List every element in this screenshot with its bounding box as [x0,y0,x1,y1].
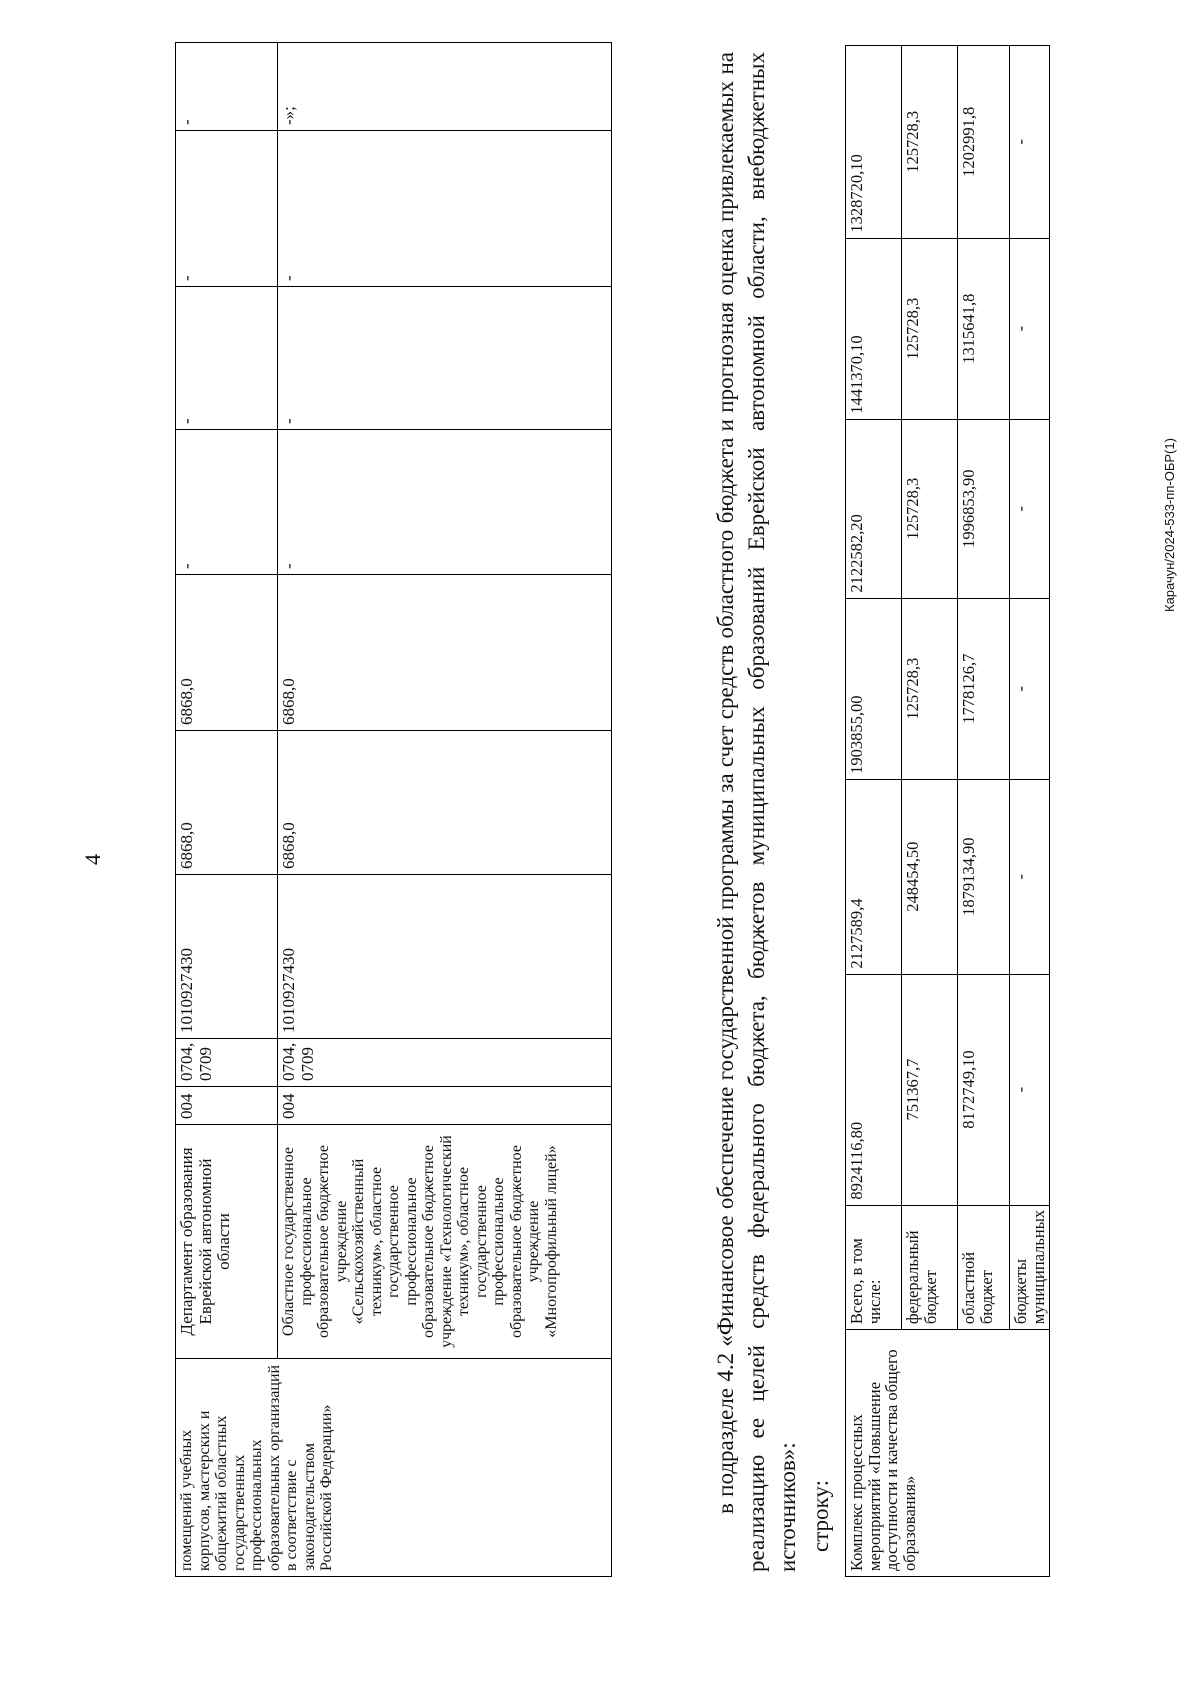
value-cell: - [176,131,278,287]
csr-cell: 1010927430 [176,875,278,1039]
value-cell: 248454,50 [902,779,958,974]
value-cell: 1202991,8 [958,46,1010,239]
value-cell: - [176,430,278,575]
value-cell: - [1010,419,1050,598]
value-cell: 1778126,7 [958,598,1010,779]
csr-cell: 1010927430 [278,875,612,1039]
value-cell: 6868,0 [278,731,612,875]
value-cell: 1903855,00 [846,598,902,779]
value-cell: 1315641,8 [958,238,1010,419]
rzpr-cell: 0704, 0709 [278,1039,612,1087]
value-cell: 1996853,90 [958,419,1010,598]
financing-table [845,45,1050,1577]
value-cell: 2127589,4 [846,779,902,974]
rzpr-cell: 0704, 0709 [176,1039,278,1087]
executor-cell: Департамент образования Еврейской автономной области [176,1125,278,1359]
grbs-cell: 004 [278,1087,612,1125]
value-cell: 125728,3 [902,46,958,239]
grbs-cell: 004 [176,1087,278,1125]
value-cell: - [278,131,612,287]
measure-name-cell: помещений учебных корпусов, мастерских и общежитий областных государственных профессиональных образовательных организаций в соответствие с законодательством Российской Федерации» [176,1359,612,1577]
value-cell: 1879134,90 [958,779,1010,974]
lead-word: строку: [808,1480,833,1552]
value-cell: - [1010,238,1050,419]
value-cell: 125728,3 [902,238,958,419]
value-cell: - [1010,779,1050,974]
table-row [846,46,902,1577]
complex-name-cell: Комплекс процессных мероприятий «Повышение доступности и качества общего образования» [846,1330,1050,1577]
page-number: 4 [80,854,105,865]
source-cell: областной бюджет [958,1205,1010,1330]
value-cell: -»; [278,43,612,131]
value-cell: 8924116,80 [846,974,902,1205]
value-cell: - [176,287,278,430]
amendment-paragraph [710,52,803,1572]
measures-table [175,42,612,1577]
value-cell: 6868,0 [176,575,278,731]
value-cell: - [176,43,278,131]
value-cell: 125728,3 [902,598,958,779]
value-cell: - [1010,598,1050,779]
table-row [176,43,278,1577]
value-cell: - [1010,974,1050,1205]
document-code: Карачун/2024-533-пп-ОБР(1) [1162,438,1177,612]
value-cell: 6868,0 [176,731,278,875]
value-cell: 751367,7 [902,974,958,1205]
paragraph-text: в подразделе 4.2 «Финансовое обеспечение государственной программы за счет средств областного бюджета и прогнозная оценка привлекаемых на реализацию ее целей средств федерального бюджета, бюджетов муниципальных образований Еврейской автономной области, внебюджетных источников»: [713,52,800,1572]
value-cell: 1328720,10 [846,46,902,239]
source-cell: бюджеты муниципальных [1010,1205,1050,1330]
source-cell: Всего, в том числе: [846,1205,902,1330]
value-cell: 8172749,10 [958,974,1010,1205]
source-cell: федеральный бюджет [902,1205,958,1330]
executor-cell: Областное государственное профессиональное образовательное бюджетное учреждение «Сельскохозяйственный техникум», областное государственное профессиональное образовательное бюджетное учреждение «Технологический техникум», областное государственное профессиональное образовательное бюджетное учреждение «Многопрофильный лицей» [278,1125,612,1359]
value-cell: - [278,287,612,430]
value-cell: 1441370,10 [846,238,902,419]
value-cell: 2122582,20 [846,419,902,598]
value-cell: 6868,0 [278,575,612,731]
value-cell: - [1010,46,1050,239]
value-cell: - [278,430,612,575]
table-row [278,43,612,1577]
value-cell: 125728,3 [902,419,958,598]
